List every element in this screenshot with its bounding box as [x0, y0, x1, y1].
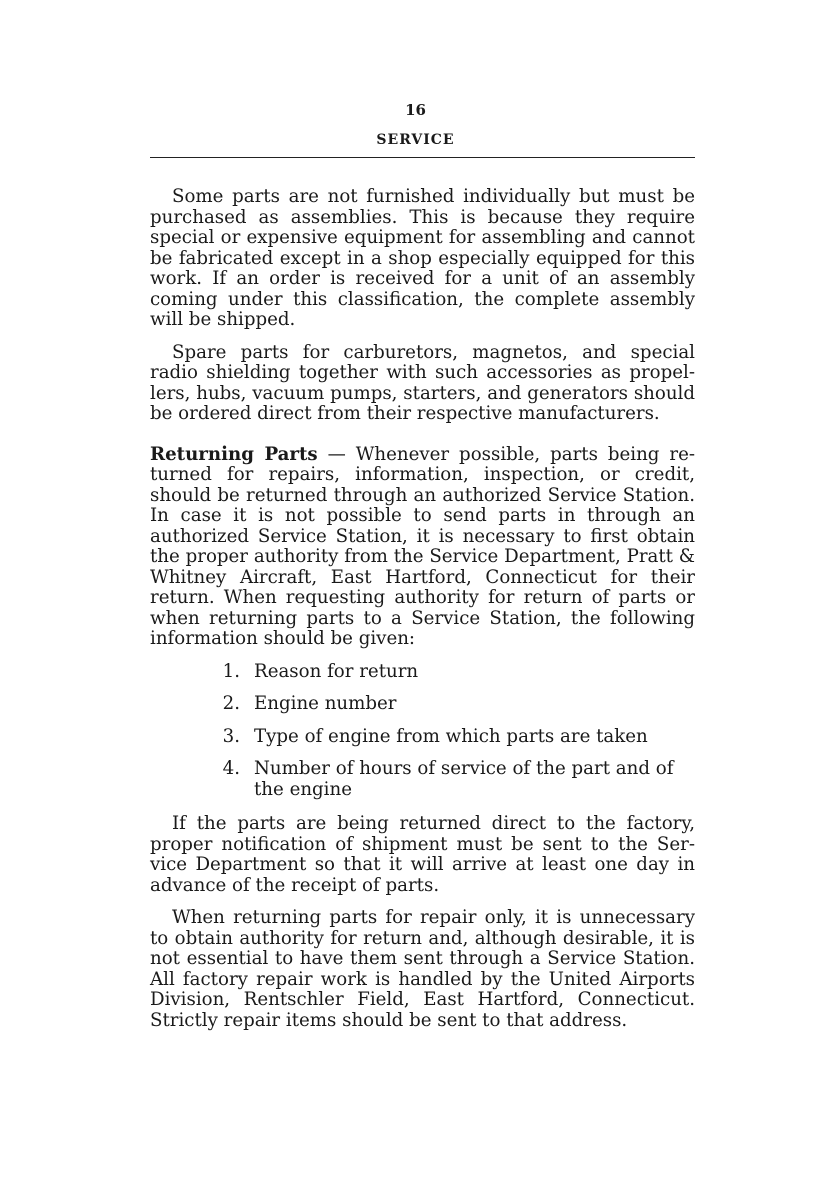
returning-parts-heading: Returning Parts [150, 443, 318, 465]
returning-parts-text: — Whenever possible, parts being returned for repairs, information, inspection, or credit, should be returned through an authorized Service Station. In case it is not possible to send parts in through an authorized Service Station, it is necessary to first obtain the proper authority from the Service Department, Pratt & Whitney Aircraft, East Hartford, Connecticut for their return. When requesting authority for return of parts or when returning parts to a Service Station, the following information should be given: [150, 443, 695, 649]
list-item-text: Number of hours of service of the part and of the engine [254, 758, 674, 800]
list-item-number: 1. [222, 660, 240, 682]
list-item-number: 4. [222, 758, 240, 779]
page-body [150, 187, 695, 1043]
list-item-number: 2. [222, 693, 240, 714]
paragraph-assemblies: Some parts are not furnished individually but must be purchased as assemblies. This is because they require special or expensive equipment for assembling and cannot be fabricated except in a shop especially equipped for this work. If an order is received for a unit of an assembly coming under this classification, the complete assembly will be shipped. [150, 186, 695, 330]
list-item [150, 727, 695, 748]
paragraph-returning-parts [150, 445, 695, 650]
list-item-text: Engine number [254, 693, 397, 714]
header-divider [150, 157, 695, 158]
page-number: 16 [405, 101, 426, 119]
list-item [150, 759, 695, 800]
paragraph-factory-notification: If the parts are being returned direct to the factory, proper notification of shipment must be sent to the Service Department so that it will arrive at least one day in advance of the receipt of parts. [150, 813, 695, 896]
list-item [150, 694, 695, 715]
page-header-title: SERVICE [376, 132, 455, 148]
list-item-number: 3. [222, 725, 240, 747]
list-item [150, 662, 695, 683]
list-item-text: Type of engine from which parts are taken [254, 725, 648, 747]
paragraph-spare-parts: Spare parts for carburetors, magnetos, and special radio shielding together with such accessories as propellers, hubs, vacuum pumps, starters, and generators should be ordered direct from their respective manufacturers. [150, 341, 695, 424]
return-info-list [150, 662, 695, 801]
paragraph-repair-only: When returning parts for repair only, it is unnecessary to obtain authority for return and, although desirable, it is not essential to have them sent through a Service Station. All factory repair work is handled by the United Airports Division, Rentschler Field, East Hartford, Connecticut. Strictly repair items should be sent to that address. [150, 907, 695, 1031]
list-item-text: Reason for return [254, 660, 419, 682]
